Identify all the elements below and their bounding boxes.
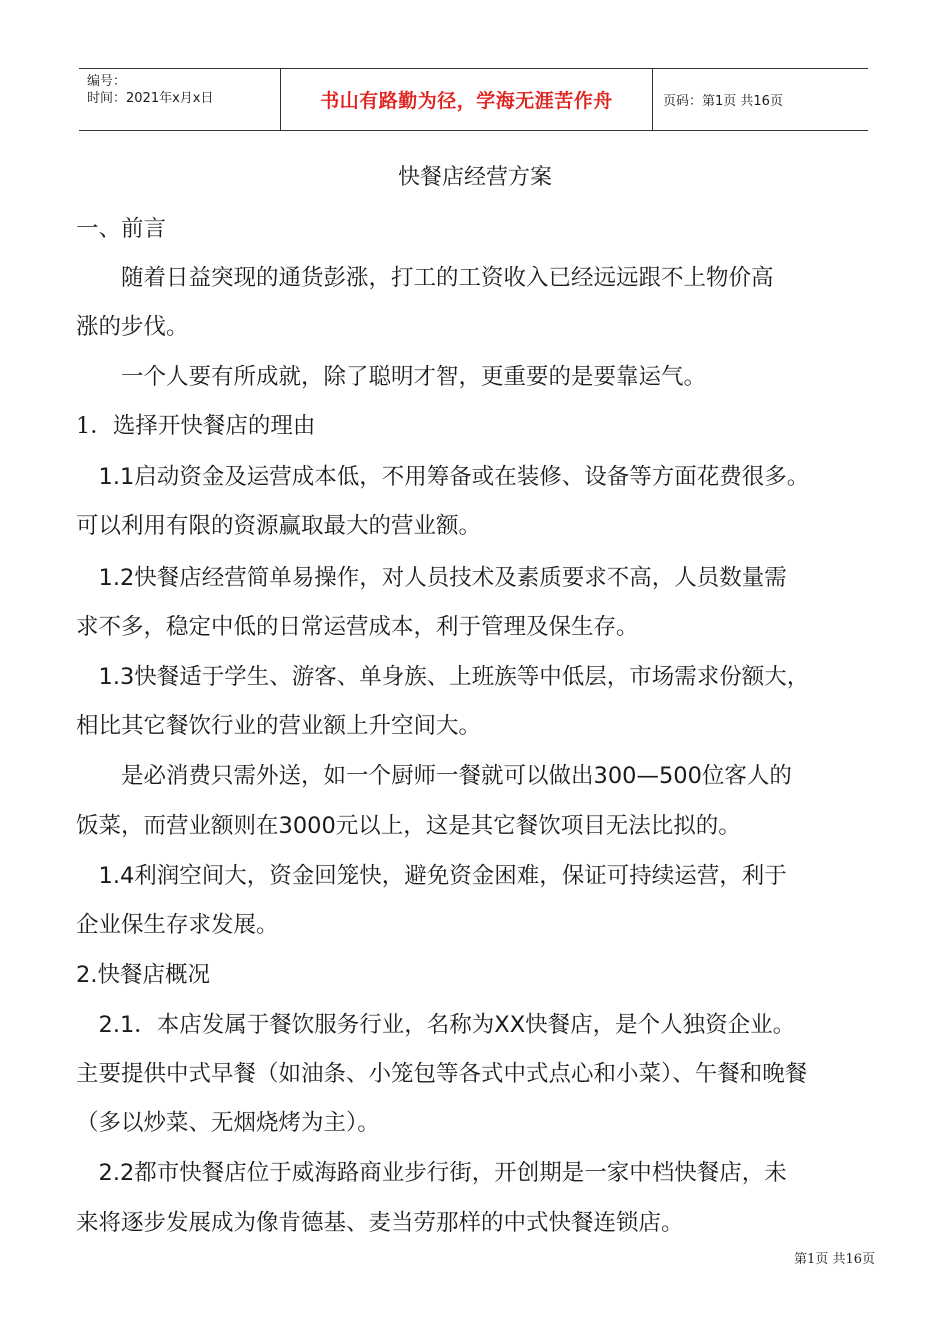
paragraph-line: 求不多，稳定中低的日常运营成本，利于管理及保生存。 [76,614,639,640]
header-table [79,68,868,131]
subsection-heading: 1．选择开快餐店的理由 [76,413,316,439]
paragraph-line: 涨的步伐。 [76,314,189,340]
paragraph-line: （多以炒菜、无烟烧烤为主）。 [76,1110,380,1136]
header-motto-cell [281,69,653,130]
motto: 书山有路勤为径，学海无涯苦作舟 [320,90,613,112]
page-footer: 第1页 共16页 [794,1252,875,1267]
paragraph-line: 相比其它餐饮行业的营业额上升空间大。 [76,713,482,739]
section-heading: 2.快餐店概况 [76,962,210,988]
paragraph-line: 来将逐步发展成为像肯德基、麦当劳那样的中式快餐连锁店。 [76,1210,684,1236]
paragraph-line: 是必消费只需外送，如一个厨师一餐就可以做出300—500位客人的 [76,763,792,789]
paragraph-line: 1.3快餐适于学生、游客、单身族、上班族等中低层，市场需求份额大， [76,664,810,690]
paragraph-line: 企业保生存求发展。 [76,912,279,938]
paragraph-line: 随着日益突现的通货彭涨，打工的工资收入已经远远跟不上物价高 [76,265,774,291]
paragraph-line: 一个人要有所成就，除了聪明才智，更重要的是要靠运气。 [76,364,707,390]
header-meta-cell [79,69,281,130]
time-label: 时间：2021年x月x日 [87,91,214,106]
section-heading: 一、前言 [76,216,167,242]
paragraph-line: 饭菜，而营业额则在3000元以上，这是其它餐饮项目无法比拟的。 [76,813,741,839]
paragraph-line: 可以利用有限的资源赢取最大的营业额。 [76,513,482,539]
number-label: 编号： [87,74,127,89]
paragraph-line: 1.1启动资金及运营成本低，不用筹备或在装修、设备等方面花费很多。 [76,464,810,490]
header-page-cell [653,69,868,130]
document-title: 快餐店经营方案 [397,165,552,190]
paragraph-line: 主要提供中式早餐（如油条、小笼包等各式中式点心和小菜）、午餐和晚餐 [76,1061,808,1087]
paragraph-line: 1.4利润空间大，资金回笼快，避免资金困难，保证可持续运营，利于 [76,863,787,889]
page-code: 页码：第1页 共16页 [663,94,783,109]
paragraph-line: 2.2都市快餐店位于威海路商业步行街，开创期是一家中档快餐店，未 [76,1160,787,1186]
paragraph-line: 2.1．本店发属于餐饮服务行业，名称为XX快餐店，是个人独资企业。 [76,1012,796,1038]
paragraph-line: 1.2快餐店经营简单易操作，对人员技术及素质要求不高，人员数量需 [76,565,787,591]
